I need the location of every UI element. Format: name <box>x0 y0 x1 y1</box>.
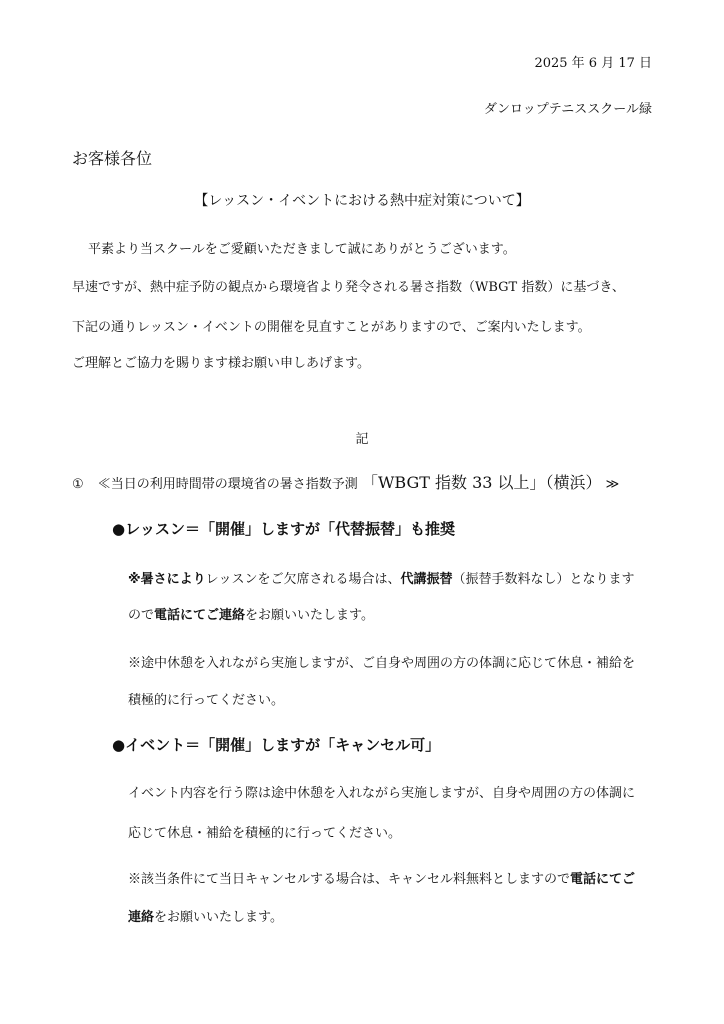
document-subject: 【レッスン・イベントにおける熱中症対策について】 <box>194 193 530 209</box>
event-note-line-1 <box>128 868 635 887</box>
lesson-note-1-text-d: （振替手数料なし）となります <box>452 572 635 587</box>
item-1-number: ① <box>72 477 84 492</box>
lesson-note-1-line-2 <box>128 604 374 623</box>
item-1-text-before: ≪当日の利用時間帯の環境省の暑さ指数予測 <box>97 477 358 492</box>
event-note-bold-c: 連絡 <box>128 910 155 925</box>
lesson-note-1-text-e: ので <box>128 608 155 623</box>
document-date: 2025 年 6 月 17 日 <box>534 56 652 71</box>
event-para-line-1: イベント内容を行う際は途中休憩を入れながら実施しますが、自身や周囲の方の体調に <box>128 786 636 801</box>
event-para-line-2: 応じて休息・補給を積極的に行ってください。 <box>128 826 402 841</box>
sender-name: ダンロップテニススクール緑 <box>483 102 652 117</box>
lesson-note-1-text-g: をお願いいたします。 <box>245 608 374 623</box>
lesson-note-1-bold-c: 代講振替 <box>400 572 453 587</box>
ki-marker: 記 <box>355 432 369 447</box>
lesson-note-1-line-1 <box>128 568 635 587</box>
intro-line-1: 平素より当スクールをご愛顧いただきまして誠にありがとうございます。 <box>88 242 516 257</box>
event-note-bold-b: 電話にてご <box>570 872 636 887</box>
item-1-condition <box>72 470 619 493</box>
item-1-text-after: ≫ <box>605 477 620 492</box>
lesson-heading: ●レッスン＝「開催」しますが「代替振替」も推奨 <box>112 520 455 538</box>
event-note-text-d: をお願いいたします。 <box>154 910 283 925</box>
event-note-text-a: ※該当条件にて当日キャンセルする場合は、キャンセル料無料としますので <box>128 872 571 887</box>
event-note-line-2 <box>128 906 283 925</box>
lesson-note-2-line-2: 積極的に行ってください。 <box>128 693 285 708</box>
lesson-note-1-text-b: レッスンをご欠席される場合は、 <box>205 572 401 587</box>
intro-line-2: 早速ですが、熱中症予防の観点から環境省より発令される暑さ指数（WBGT 指数）に基づき、 <box>72 280 625 295</box>
lesson-note-1-bold-a: ※暑さにより <box>128 572 206 587</box>
salutation: お客様各位 <box>72 149 153 168</box>
item-1-emphasis: 「WBGT 指数 33 以上」（横浜） <box>361 473 602 492</box>
intro-line-3: 下記の通りレッスン・イベントの開催を見直すことがありますので、ご案内いたします。 <box>72 320 591 335</box>
lesson-note-2-line-1: ※途中休憩を入れながら実施しますが、ご自身や周囲の方の体調に応じて休息・補給を <box>128 656 636 671</box>
intro-line-4: ご理解とご協力を賜ります様お願い申しあげます。 <box>72 356 370 371</box>
lesson-note-1-bold-f: 電話にてご連絡 <box>154 608 246 623</box>
event-heading: ●イベント＝「開催」しますが「キャンセル可」 <box>112 736 441 754</box>
